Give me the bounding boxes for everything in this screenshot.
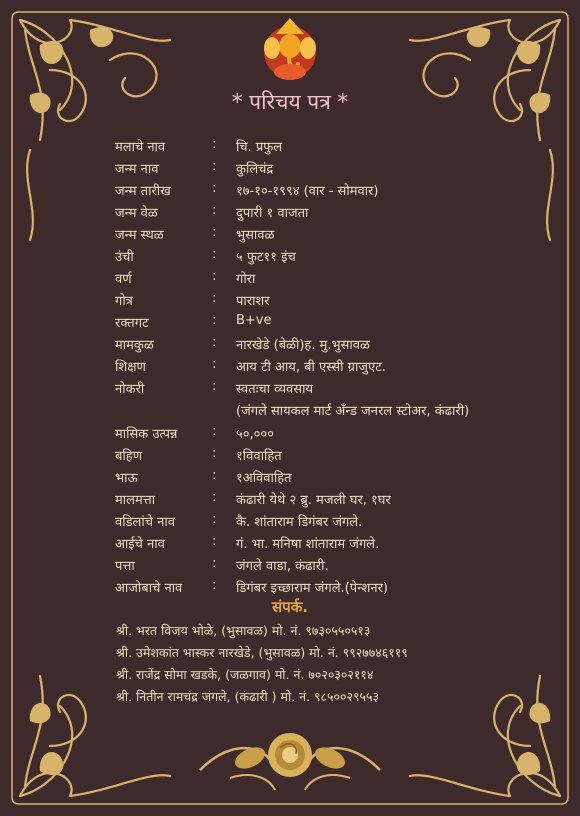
detail-row — [0, 424, 580, 446]
detail-label: जन्म नाव — [115, 162, 159, 177]
detail-label: गोत्र — [115, 294, 133, 309]
detail-row — [0, 534, 580, 556]
detail-row — [0, 335, 580, 357]
detail-colon: : — [212, 335, 217, 350]
detail-row — [0, 468, 580, 490]
detail-colon: : — [212, 291, 217, 306]
detail-value: आय टी आय, बी एस्सी ग्राजुएट. — [236, 360, 386, 375]
contact-line: श्री. उमेशकांत भास्कर नारखेडे, (भुसावळ) मो. नं. ९९२७७४६११९ — [116, 645, 408, 660]
detail-label: मामकुळ — [115, 338, 154, 353]
detail-colon: : — [212, 203, 217, 218]
detail-colon: : — [212, 534, 217, 549]
contact-line: श्री. नितीन रामचंद्र जंगले, (कंढारी ) मो. नं. ९८५००२९५५३ — [116, 689, 380, 704]
detail-colon: : — [212, 446, 217, 461]
detail-label: जन्म तारीख — [115, 184, 171, 199]
detail-value: १अविवाहित — [236, 471, 292, 486]
detail-colon: : — [212, 159, 217, 174]
detail-colon: : — [212, 556, 217, 571]
detail-value: नारखेडे (बेळी)ह. मु.भुसावळ — [236, 338, 370, 353]
job-continuation: (जंगले सायकल मार्ट अँन्ड जनरल स्टोअर, कंढारी) — [236, 404, 470, 419]
detail-label: भाऊ — [115, 471, 138, 486]
contact-heading: संपर्क. — [272, 598, 308, 616]
detail-value: जंगले वाडा, कंढारी. — [236, 559, 329, 574]
detail-label: मासिक उत्पन्न — [115, 427, 178, 442]
detail-row — [0, 225, 580, 247]
detail-row — [0, 159, 580, 181]
detail-row — [0, 379, 580, 401]
detail-value: स्वतःचा व्यवसाय — [236, 382, 313, 397]
detail-label: नोकरी — [115, 382, 145, 397]
detail-value: दुपारी १ वाजता — [236, 206, 309, 221]
detail-value: कंढारी येथे २ ब्रु. मजली घर, १घर — [236, 493, 391, 508]
detail-value: ५०,००० — [236, 427, 274, 442]
detail-colon: : — [212, 578, 217, 593]
detail-row — [0, 247, 580, 269]
detail-value: डिगंबर इच्छाराम जंगले.(पेन्शनर) — [236, 581, 388, 596]
detail-row — [0, 137, 580, 159]
detail-colon: : — [212, 490, 217, 505]
detail-row — [0, 556, 580, 578]
detail-label: मालमत्ता — [115, 493, 156, 508]
detail-colon: : — [212, 181, 217, 196]
detail-colon: : — [212, 357, 217, 372]
detail-value: ५ फुट११ इंच — [236, 250, 296, 265]
page-title: * परिचय पत्र * — [231, 90, 349, 114]
detail-colon: : — [212, 379, 217, 394]
detail-value: कुलिचंद्र — [236, 162, 274, 177]
detail-colon: : — [212, 313, 217, 328]
detail-label: उंची — [115, 250, 134, 265]
detail-row — [0, 269, 580, 291]
detail-colon: : — [212, 468, 217, 483]
detail-value: चि. प्रफुल — [236, 140, 283, 155]
detail-row — [0, 357, 580, 379]
detail-colon: : — [212, 247, 217, 262]
detail-colon: : — [212, 225, 217, 240]
detail-colon: : — [212, 269, 217, 284]
detail-label: रक्तगट — [115, 316, 149, 331]
detail-row — [0, 490, 580, 512]
detail-label: जन्म स्थळ — [115, 228, 164, 243]
detail-value: भुसावळ — [236, 228, 275, 243]
detail-colon: : — [212, 424, 217, 439]
detail-value: B+ve — [236, 313, 272, 328]
detail-label: आजोबाचे नाव — [115, 581, 183, 596]
detail-colon: : — [212, 137, 217, 152]
detail-row — [0, 512, 580, 534]
contact-line: श्री. राजेंद्र सोमा खडके, (जळगाव) मो. नं. ७०२०३०२११४ — [116, 667, 374, 682]
detail-row — [0, 203, 580, 225]
detail-row — [0, 291, 580, 313]
detail-value: गोरा — [236, 272, 256, 287]
detail-value: १७-१०-१९९४ (वार - सोमवार) — [236, 184, 379, 199]
detail-value: गं. भा. मनिषा शांताराम जंगले. — [236, 537, 380, 552]
detail-label: वडिलांचे नाव — [115, 515, 175, 530]
detail-colon: : — [212, 512, 217, 527]
detail-value: १विवाहित — [236, 449, 282, 464]
detail-label: बहिण — [115, 449, 143, 464]
detail-row — [0, 181, 580, 203]
detail-row — [0, 313, 580, 335]
detail-label: आईचे नाव — [115, 537, 165, 552]
detail-label: शिक्षण — [115, 360, 146, 375]
contact-line: श्री. भरत विजय भोळे, (भुसावळ) मो. नं. ९७३०५५०५१३ — [116, 623, 371, 638]
detail-row — [0, 446, 580, 468]
detail-label: वर्ण — [115, 272, 132, 287]
detail-value: कै. शांताराम डिगंबर जंगले. — [236, 515, 363, 530]
detail-label: जन्म वेळ — [115, 206, 158, 221]
detail-label: पत्ता — [115, 559, 135, 574]
detail-value: पाराशर — [236, 294, 270, 309]
detail-label: मलाचे नाव — [115, 140, 166, 155]
